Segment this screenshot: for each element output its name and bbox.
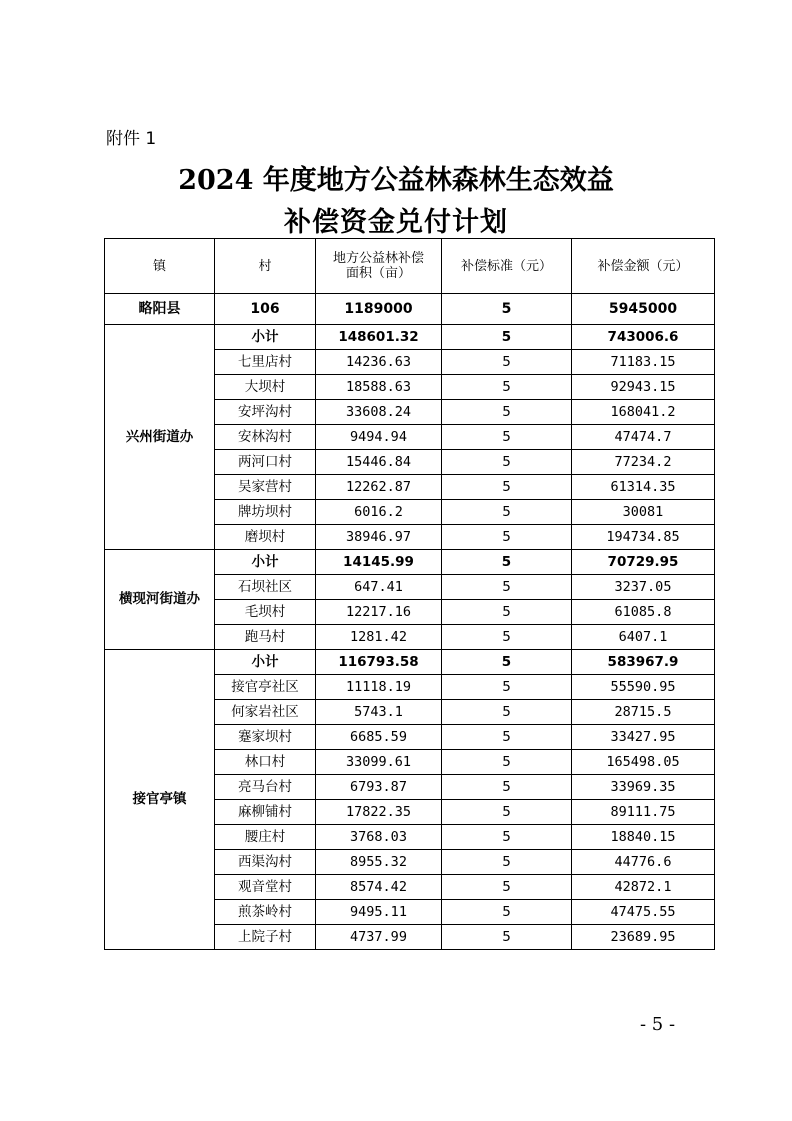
village-area: 17822.35 — [316, 800, 442, 825]
village-name: 毛坝村 — [215, 600, 316, 625]
village-standard: 5 — [442, 925, 572, 950]
village-standard: 5 — [442, 900, 572, 925]
village-name: 石坝社区 — [215, 575, 316, 600]
village-amount: 61314.35 — [572, 475, 715, 500]
header-town: 镇 — [105, 239, 215, 294]
village-amount: 33427.95 — [572, 725, 715, 750]
village-name: 腰庄村 — [215, 825, 316, 850]
village-area: 15446.84 — [316, 450, 442, 475]
village-standard: 5 — [442, 800, 572, 825]
village-area: 6016.2 — [316, 500, 442, 525]
county-name: 略阳县 — [105, 294, 215, 325]
village-name: 安林沟村 — [215, 425, 316, 450]
county-village-count: 106 — [215, 294, 316, 325]
subtotal-area: 148601.32 — [316, 325, 442, 350]
village-name: 亮马台村 — [215, 775, 316, 800]
village-area: 6793.87 — [316, 775, 442, 800]
subtotal-row — [105, 550, 715, 575]
village-standard: 5 — [442, 525, 572, 550]
village-standard: 5 — [442, 675, 572, 700]
village-name: 牌坊坝村 — [215, 500, 316, 525]
village-amount: 3237.05 — [572, 575, 715, 600]
village-name: 麻柳铺村 — [215, 800, 316, 825]
village-name: 安坪沟村 — [215, 400, 316, 425]
header-area: 地方公益林补偿面积（亩） — [316, 239, 442, 294]
subtotal-row — [105, 650, 715, 675]
village-name: 上院子村 — [215, 925, 316, 950]
village-standard: 5 — [442, 575, 572, 600]
village-amount: 6407.1 — [572, 625, 715, 650]
village-name: 跑马村 — [215, 625, 316, 650]
subtotal-area: 116793.58 — [316, 650, 442, 675]
village-standard: 5 — [442, 500, 572, 525]
village-amount: 168041.2 — [572, 400, 715, 425]
village-name: 磨坝村 — [215, 525, 316, 550]
village-area: 38946.97 — [316, 525, 442, 550]
subtotal-label: 小计 — [215, 650, 316, 675]
village-name: 两河口村 — [215, 450, 316, 475]
village-amount: 77234.2 — [572, 450, 715, 475]
village-amount: 18840.15 — [572, 825, 715, 850]
subtotal-amount: 70729.95 — [572, 550, 715, 575]
village-standard: 5 — [442, 475, 572, 500]
town-name-cell: 横现河街道办 — [105, 550, 215, 650]
header-standard: 补偿标准（元） — [442, 239, 572, 294]
village-name: 煎茶岭村 — [215, 900, 316, 925]
subtotal-label: 小计 — [215, 325, 316, 350]
village-standard: 5 — [442, 375, 572, 400]
county-area: 1189000 — [316, 294, 442, 325]
village-name: 何家岩社区 — [215, 700, 316, 725]
subtotal-label: 小计 — [215, 550, 316, 575]
village-amount: 30081 — [572, 500, 715, 525]
village-area: 3768.03 — [316, 825, 442, 850]
village-name: 林口村 — [215, 750, 316, 775]
village-standard: 5 — [442, 825, 572, 850]
county-amount: 5945000 — [572, 294, 715, 325]
village-name: 观音堂村 — [215, 875, 316, 900]
village-name: 大坝村 — [215, 375, 316, 400]
village-amount: 194734.85 — [572, 525, 715, 550]
subtotal-standard: 5 — [442, 650, 572, 675]
village-standard: 5 — [442, 775, 572, 800]
attachment-label: 附件 1 — [106, 129, 157, 149]
village-area: 9494.94 — [316, 425, 442, 450]
subtotal-standard: 5 — [442, 550, 572, 575]
village-standard: 5 — [442, 625, 572, 650]
document-title-line1: 2024 年度地方公益林森林生态效益 — [178, 165, 614, 196]
village-amount: 33969.35 — [572, 775, 715, 800]
village-amount: 55590.95 — [572, 675, 715, 700]
village-amount: 28715.5 — [572, 700, 715, 725]
village-name: 七里店村 — [215, 350, 316, 375]
village-area: 4737.99 — [316, 925, 442, 950]
village-amount: 47474.7 — [572, 425, 715, 450]
county-total-row — [105, 294, 715, 325]
village-standard: 5 — [442, 725, 572, 750]
village-amount: 23689.95 — [572, 925, 715, 950]
village-standard: 5 — [442, 400, 572, 425]
village-area: 11118.19 — [316, 675, 442, 700]
village-area: 647.41 — [316, 575, 442, 600]
compensation-plan-table — [104, 238, 715, 950]
village-area: 9495.11 — [316, 900, 442, 925]
village-name: 吴家营村 — [215, 475, 316, 500]
village-standard: 5 — [442, 850, 572, 875]
village-area: 14236.63 — [316, 350, 442, 375]
village-amount: 44776.6 — [572, 850, 715, 875]
village-standard: 5 — [442, 350, 572, 375]
subtotal-row — [105, 325, 715, 350]
subtotal-area: 14145.99 — [316, 550, 442, 575]
header-amount: 补偿金额（元） — [572, 239, 715, 294]
village-amount: 47475.55 — [572, 900, 715, 925]
header-village: 村 — [215, 239, 316, 294]
village-area: 12217.16 — [316, 600, 442, 625]
village-area: 6685.59 — [316, 725, 442, 750]
subtotal-standard: 5 — [442, 325, 572, 350]
village-standard: 5 — [442, 450, 572, 475]
subtotal-amount: 583967.9 — [572, 650, 715, 675]
village-amount: 92943.15 — [572, 375, 715, 400]
document-title-line2: 补偿资金兑付计划 — [284, 207, 508, 238]
table-header-row — [105, 239, 715, 294]
village-area: 8955.32 — [316, 850, 442, 875]
county-standard: 5 — [442, 294, 572, 325]
village-area: 18588.63 — [316, 375, 442, 400]
village-standard: 5 — [442, 600, 572, 625]
village-area: 33608.24 — [316, 400, 442, 425]
village-name: 蹇家坝村 — [215, 725, 316, 750]
village-amount: 61085.8 — [572, 600, 715, 625]
village-area: 8574.42 — [316, 875, 442, 900]
page-number: - 5 - — [640, 1014, 676, 1035]
village-amount: 42872.1 — [572, 875, 715, 900]
village-name: 接官亭社区 — [215, 675, 316, 700]
village-standard: 5 — [442, 750, 572, 775]
village-area: 5743.1 — [316, 700, 442, 725]
subtotal-amount: 743006.6 — [572, 325, 715, 350]
village-area: 1281.42 — [316, 625, 442, 650]
village-standard: 5 — [442, 700, 572, 725]
village-amount: 89111.75 — [572, 800, 715, 825]
village-standard: 5 — [442, 425, 572, 450]
village-amount: 71183.15 — [572, 350, 715, 375]
village-amount: 165498.05 — [572, 750, 715, 775]
town-name-cell: 接官亭镇 — [105, 650, 215, 950]
village-area: 12262.87 — [316, 475, 442, 500]
village-name: 西渠沟村 — [215, 850, 316, 875]
village-area: 33099.61 — [316, 750, 442, 775]
town-name-cell: 兴州街道办 — [105, 325, 215, 550]
village-standard: 5 — [442, 875, 572, 900]
